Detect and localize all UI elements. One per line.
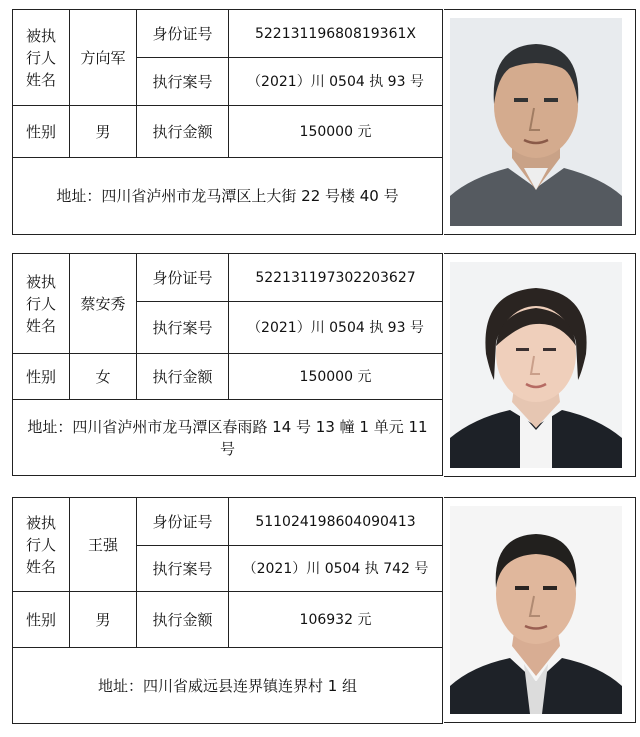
amount-label: 执行金额 xyxy=(137,106,229,158)
case-number: （2021）川 0504 执 93 号 xyxy=(229,58,443,106)
id-number: 522131197302203627 xyxy=(229,254,443,302)
photo-frame xyxy=(444,253,636,477)
debtor-info-table xyxy=(12,9,443,235)
case-number: （2021）川 0504 执 742 号 xyxy=(229,546,443,592)
debtor-card-3 xyxy=(12,497,636,723)
portrait-male-icon xyxy=(450,506,622,714)
case-number: （2021）川 0504 执 93 号 xyxy=(229,302,443,354)
amount-label: 执行金额 xyxy=(137,354,229,400)
debtor-info-table xyxy=(12,253,443,476)
case-label: 执行案号 xyxy=(137,546,229,592)
debtor-card-1 xyxy=(12,9,636,235)
name-label: 被执 行人 姓名 xyxy=(13,254,70,354)
gender-label: 性别 xyxy=(13,106,70,158)
debtor-info-table xyxy=(12,497,443,724)
portrait-male-icon xyxy=(450,18,622,226)
amount-label: 执行金额 xyxy=(137,592,229,648)
name-label: 被执 行人 姓名 xyxy=(13,10,70,106)
name-label: 被执 行人 姓名 xyxy=(13,498,70,592)
gender-value: 男 xyxy=(70,592,137,648)
portrait-female-icon xyxy=(450,262,622,468)
id-number: 511024198604090413 xyxy=(229,498,443,546)
gender-label: 性别 xyxy=(13,592,70,648)
id-label: 身份证号 xyxy=(137,254,229,302)
gender-value: 男 xyxy=(70,106,137,158)
photo-frame xyxy=(444,9,636,235)
photo-frame xyxy=(444,497,636,723)
amount-value: 150000 元 xyxy=(229,106,443,158)
address: 地址：四川省泸州市龙马潭区春雨路 14 号 13 幢 1 单元 11 号 xyxy=(13,400,443,476)
address: 地址：四川省泸州市龙马潭区上大街 22 号楼 40 号 xyxy=(13,158,443,235)
case-label: 执行案号 xyxy=(137,302,229,354)
debtor-card-2 xyxy=(12,253,636,477)
debtor-name: 蔡安秀 xyxy=(70,254,137,354)
debtor-name: 王强 xyxy=(70,498,137,592)
gender-label: 性别 xyxy=(13,354,70,400)
case-label: 执行案号 xyxy=(137,58,229,106)
gender-value: 女 xyxy=(70,354,137,400)
amount-value: 106932 元 xyxy=(229,592,443,648)
id-label: 身份证号 xyxy=(137,10,229,58)
debtor-name: 方向军 xyxy=(70,10,137,106)
id-number: 52213119680819361X xyxy=(229,10,443,58)
id-label: 身份证号 xyxy=(137,498,229,546)
amount-value: 150000 元 xyxy=(229,354,443,400)
address: 地址：四川省威远县连界镇连界村 1 组 xyxy=(13,648,443,724)
